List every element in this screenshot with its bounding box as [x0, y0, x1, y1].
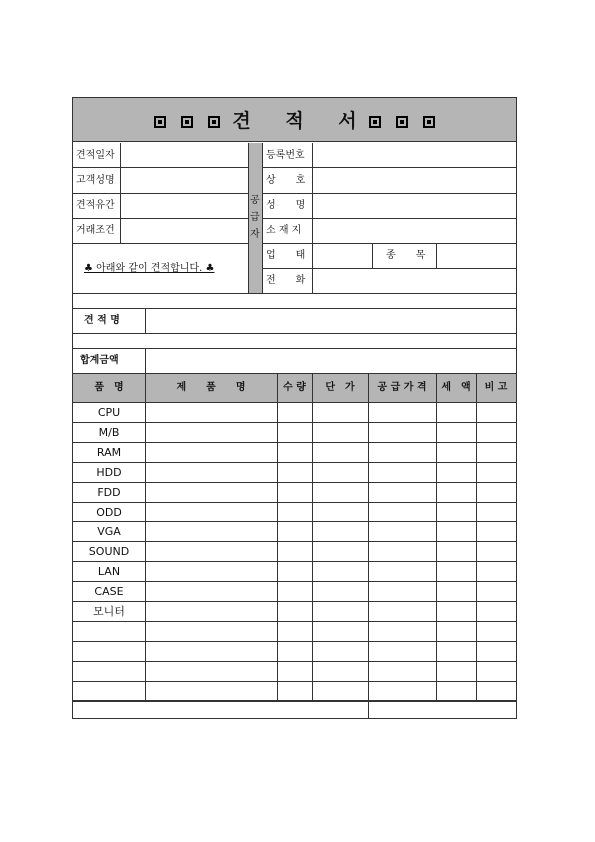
- supply-price-cell[interactable]: [369, 542, 436, 561]
- header-item: 품 명: [94, 382, 124, 393]
- title-mark: [181, 116, 193, 128]
- supply-price-cell[interactable]: [369, 662, 436, 681]
- tax-cell[interactable]: [437, 642, 476, 661]
- product-name-cell[interactable]: [146, 403, 277, 422]
- remarks-cell[interactable]: [477, 503, 516, 522]
- unit-price-cell[interactable]: [313, 582, 368, 601]
- title-mark: [154, 116, 166, 128]
- quantity-cell[interactable]: [278, 622, 312, 641]
- product-name-cell[interactable]: [146, 662, 277, 681]
- quantity-cell[interactable]: [278, 443, 312, 462]
- supply-price-cell[interactable]: [369, 483, 436, 502]
- title-char: 견: [232, 110, 251, 132]
- quantity-cell[interactable]: [278, 642, 312, 661]
- tax-cell[interactable]: [437, 682, 476, 701]
- quantity-cell[interactable]: [278, 463, 312, 482]
- label-quote-name: 견 적 명: [84, 315, 120, 326]
- label-trade-terms: 거래조건: [76, 225, 115, 236]
- label-quote-validity: 견적유간: [76, 200, 115, 211]
- representative-field[interactable]: [313, 194, 516, 218]
- footer-total-cell[interactable]: [73, 702, 368, 719]
- quote-name-field[interactable]: [146, 309, 516, 333]
- remarks-cell[interactable]: [477, 642, 516, 661]
- tax-cell[interactable]: [437, 662, 476, 681]
- quantity-cell[interactable]: [278, 682, 312, 701]
- remarks-cell[interactable]: [477, 602, 516, 621]
- product-name-cell[interactable]: [146, 642, 277, 661]
- supply-price-cell[interactable]: [369, 642, 436, 661]
- quote-validity-field[interactable]: [121, 194, 248, 218]
- title-char: 적: [285, 110, 304, 132]
- quantity-cell[interactable]: [278, 562, 312, 581]
- tax-cell[interactable]: [437, 463, 476, 482]
- remarks-cell[interactable]: [477, 662, 516, 681]
- supply-price-cell[interactable]: [369, 423, 436, 442]
- remarks-cell[interactable]: [477, 622, 516, 641]
- supply-price-cell[interactable]: [369, 602, 436, 621]
- supply-price-cell[interactable]: [369, 582, 436, 601]
- header-unit-price: 단 가: [325, 382, 355, 393]
- quantity-cell[interactable]: [278, 522, 312, 541]
- business-item-field[interactable]: [437, 244, 516, 268]
- unit-price-cell[interactable]: [313, 522, 368, 541]
- item-name: RAM: [96, 446, 122, 459]
- label-business-type: 업 태: [266, 250, 306, 261]
- title-char: 서: [338, 110, 357, 132]
- item-name: CASE: [94, 585, 124, 598]
- item-name: M/B: [98, 426, 120, 439]
- remarks-cell[interactable]: [477, 562, 516, 581]
- quantity-cell[interactable]: [278, 582, 312, 601]
- tax-cell[interactable]: [437, 503, 476, 522]
- tax-cell[interactable]: [437, 562, 476, 581]
- supply-price-cell[interactable]: [369, 622, 436, 641]
- product-name-cell[interactable]: [146, 463, 277, 482]
- item-name: SOUND: [88, 545, 130, 558]
- product-name-cell[interactable]: [146, 522, 277, 541]
- unit-price-cell[interactable]: [313, 503, 368, 522]
- company-name-field[interactable]: [313, 168, 516, 193]
- unit-price-cell[interactable]: [313, 622, 368, 641]
- quote-date-field[interactable]: [121, 144, 248, 167]
- remarks-cell[interactable]: [477, 582, 516, 601]
- supply-price-cell[interactable]: [369, 403, 436, 422]
- total-amount-field[interactable]: [146, 349, 516, 373]
- customer-name-field[interactable]: [121, 168, 248, 193]
- title-mark: [423, 116, 435, 128]
- tax-cell[interactable]: [437, 443, 476, 462]
- unit-price-cell[interactable]: [313, 463, 368, 482]
- label-representative: 성 명: [266, 200, 306, 211]
- unit-price-cell[interactable]: [313, 423, 368, 442]
- title-mark: [208, 116, 220, 128]
- product-name-cell[interactable]: [146, 443, 277, 462]
- quantity-cell[interactable]: [278, 483, 312, 502]
- item-name: 모니터: [93, 605, 125, 618]
- tax-cell[interactable]: [437, 423, 476, 442]
- item-name: ODD: [96, 506, 122, 519]
- header-remarks: 비 고: [484, 382, 508, 393]
- unit-price-cell[interactable]: [313, 542, 368, 561]
- supply-price-cell[interactable]: [369, 443, 436, 462]
- tax-cell[interactable]: [437, 403, 476, 422]
- unit-price-cell[interactable]: [313, 642, 368, 661]
- label-customer-name: 고객성명: [76, 175, 115, 186]
- unit-price-cell[interactable]: [313, 602, 368, 621]
- tax-cell[interactable]: [437, 582, 476, 601]
- title-mark: [369, 116, 381, 128]
- unit-price-cell[interactable]: [313, 443, 368, 462]
- quantity-cell[interactable]: [278, 662, 312, 681]
- supplier-side-label-1: 공: [250, 195, 260, 206]
- supplier-side-label-2: 급: [250, 212, 260, 223]
- unit-price-cell[interactable]: [313, 662, 368, 681]
- label-address: 소 재 지: [266, 225, 302, 236]
- remarks-cell[interactable]: [477, 443, 516, 462]
- page-title: [73, 108, 516, 134]
- registration-no-field[interactable]: [313, 144, 516, 167]
- quote-notice: ♣ 아래와 같이 견적합니다. ♣: [84, 263, 215, 274]
- label-quote-date: 견적일자: [76, 150, 115, 161]
- unit-price-cell[interactable]: [313, 562, 368, 581]
- supply-price-cell[interactable]: [369, 503, 436, 522]
- label-total-amount: 합계금액: [80, 355, 119, 366]
- label-registration-no: 등록번호: [266, 150, 305, 161]
- product-name-cell[interactable]: [146, 562, 277, 581]
- title-mark: [396, 116, 408, 128]
- label-phone: 전 화: [266, 275, 306, 286]
- tax-cell[interactable]: [437, 522, 476, 541]
- supply-price-cell[interactable]: [369, 463, 436, 482]
- item-name: FDD: [97, 486, 121, 499]
- product-name-cell[interactable]: [146, 622, 277, 641]
- supplier-side-label-3: 자: [250, 229, 260, 240]
- phone-field[interactable]: [313, 269, 516, 293]
- product-name-cell[interactable]: [146, 423, 277, 442]
- address-field[interactable]: [313, 219, 516, 243]
- label-business-item: 종 목: [386, 250, 426, 261]
- header-quantity: 수 량: [283, 382, 306, 393]
- label-company-name: 상 호: [266, 175, 306, 186]
- remarks-cell[interactable]: [477, 463, 516, 482]
- tax-cell[interactable]: [437, 622, 476, 641]
- product-name-cell[interactable]: [146, 602, 277, 621]
- remarks-cell[interactable]: [477, 682, 516, 701]
- supply-price-cell[interactable]: [369, 522, 436, 541]
- product-name-cell[interactable]: [146, 682, 277, 701]
- quantity-cell[interactable]: [278, 403, 312, 422]
- quantity-cell[interactable]: [278, 423, 312, 442]
- remarks-cell[interactable]: [477, 403, 516, 422]
- business-type-field[interactable]: [313, 244, 372, 268]
- supply-price-cell[interactable]: [369, 562, 436, 581]
- unit-price-cell[interactable]: [313, 403, 368, 422]
- remarks-cell[interactable]: [477, 542, 516, 561]
- product-name-cell[interactable]: [146, 483, 277, 502]
- remarks-cell[interactable]: [477, 522, 516, 541]
- product-name-cell[interactable]: [146, 503, 277, 522]
- tax-cell[interactable]: [437, 483, 476, 502]
- footer-total-value[interactable]: [369, 702, 516, 719]
- remarks-cell[interactable]: [477, 423, 516, 442]
- item-name: CPU: [97, 406, 121, 419]
- item-name: LAN: [97, 565, 121, 578]
- product-name-cell[interactable]: [146, 542, 277, 561]
- tax-cell[interactable]: [437, 602, 476, 621]
- quantity-cell[interactable]: [278, 542, 312, 561]
- tax-cell[interactable]: [437, 542, 476, 561]
- remarks-cell[interactable]: [477, 483, 516, 502]
- supply-price-cell[interactable]: [369, 682, 436, 701]
- quantity-cell[interactable]: [278, 602, 312, 621]
- product-name-cell[interactable]: [146, 582, 277, 601]
- unit-price-cell[interactable]: [313, 682, 368, 701]
- header-tax: 세 액: [441, 382, 471, 393]
- header-product-name: 제 품 명: [176, 382, 246, 393]
- item-name: VGA: [97, 525, 121, 538]
- quantity-cell[interactable]: [278, 503, 312, 522]
- item-name: HDD: [96, 466, 122, 479]
- header-supply-price: 공 급 가 격: [377, 382, 427, 393]
- trade-terms-field[interactable]: [121, 219, 248, 243]
- unit-price-cell[interactable]: [313, 483, 368, 502]
